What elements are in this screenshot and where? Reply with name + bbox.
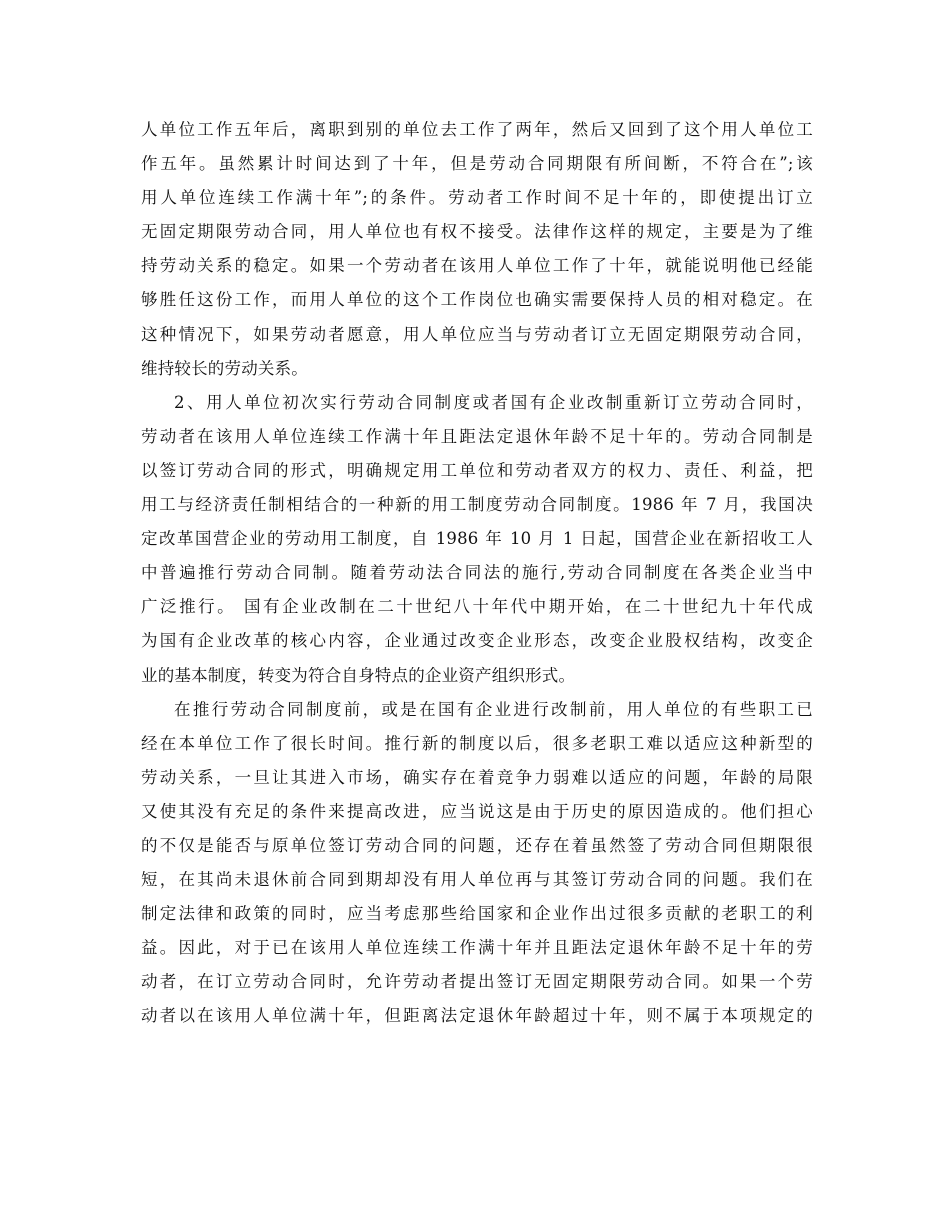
paragraph [141, 113, 813, 386]
text-line: 制定法律和政策的同时，应当考虑那些给国家和企业作出过很多贡献的老职工的利 [141, 904, 813, 924]
text-line: 的不仅是能否与原单位签订劳动合同的问题，还存在着虽然签了劳动合同但期限很 [141, 835, 813, 855]
text-line: 益。因此，对于已在该用人单位连续工作满十年并且距法定退休年龄不足十年的劳 [141, 938, 813, 958]
text-line: 维持较长的劳动关系。 [141, 358, 308, 378]
paragraph [141, 386, 813, 693]
text-line: 经在本单位工作了很长时间。推行新的制度以后，很多老职工难以适应这种新型的 [141, 733, 813, 753]
paragraph [141, 693, 813, 1034]
text-line: 定改革国营企业的劳动用工制度，自 1986 年 10 月 1 日起，国营企业在新招收工人 [141, 529, 813, 549]
text-line: 中普遍推行劳动合同制。随着劳动法合同法的施行,劳动合同制度在各类企业当中 [141, 563, 813, 583]
text-line: 作五年。虽然累计时间达到了十年，但是劳动合同期限有所间断，不符合在”;该 [141, 154, 813, 174]
text-line: 动者以在该用人单位满十年，但距离法定退休年龄超过十年，则不属于本项规定的 [141, 1006, 813, 1026]
text-line: 广泛推行。 国有企业改制在二十世纪八十年代中期开始，在二十世纪九十年代成 [141, 597, 813, 617]
text-line: 这种情况下，如果劳动者愿意，用人单位应当与劳动者订立无固定期限劳动合同， [141, 324, 813, 344]
text-line: 又使其没有充足的条件来提高改进，应当说这是由于历史的原因造成的。他们担心 [141, 801, 813, 821]
text-line: 持劳动关系的稳定。如果一个劳动者在该用人单位工作了十年，就能说明他已经能 [141, 256, 813, 276]
text-line: 在推行劳动合同制度前，或是在国有企业进行改制前，用人单位的有些职工已 [174, 699, 813, 719]
text-line: 业的基本制度，转变为符合自身特点的企业资产组织形式。 [141, 665, 576, 685]
text-line: 够胜任这份工作，而用人单位的这个工作岗位也确实需要保持人员的相对稳定。在 [141, 290, 813, 310]
text-line: 用人单位连续工作满十年”;的条件。劳动者工作时间不足十年的，即使提出订立 [141, 188, 813, 208]
document-body [141, 113, 813, 1034]
text-line: 人单位工作五年后，离职到别的单位去工作了两年，然后又回到了这个用人单位工 [141, 120, 813, 139]
text-line: 劳动者在该用人单位连续工作满十年且距法定退休年龄不足十年的。劳动合同制是 [141, 426, 813, 446]
text-line: 无固定期限劳动合同，用人单位也有权不接受。法律作这样的规定，主要是为了维 [141, 222, 813, 242]
text-line: 用工与经济责任制相结合的一种新的用工制度劳动合同制度。1986 年 7 月，我国决 [141, 495, 813, 515]
text-line: 2、用人单位初次实行劳动合同制度或者国有企业改制重新订立劳动合同时， [174, 392, 813, 412]
text-line: 以签订劳动合同的形式，明确规定用工单位和劳动者双方的权力、责任、利益，把 [141, 460, 813, 480]
text-line: 劳动关系，一旦让其进入市场，确实存在着竞争力弱难以适应的问题，年龄的局限 [141, 767, 813, 787]
text-line: 短，在其尚未退休前合同到期却没有用人单位再与其签订劳动合同的问题。我们在 [141, 870, 813, 890]
text-line: 动者，在订立劳动合同时，允许劳动者提出签订无固定期限劳动合同。如果一个劳 [141, 972, 813, 992]
text-line: 为国有企业改革的核心内容，企业通过改变企业形态，改变企业股权结构，改变企 [141, 631, 813, 651]
